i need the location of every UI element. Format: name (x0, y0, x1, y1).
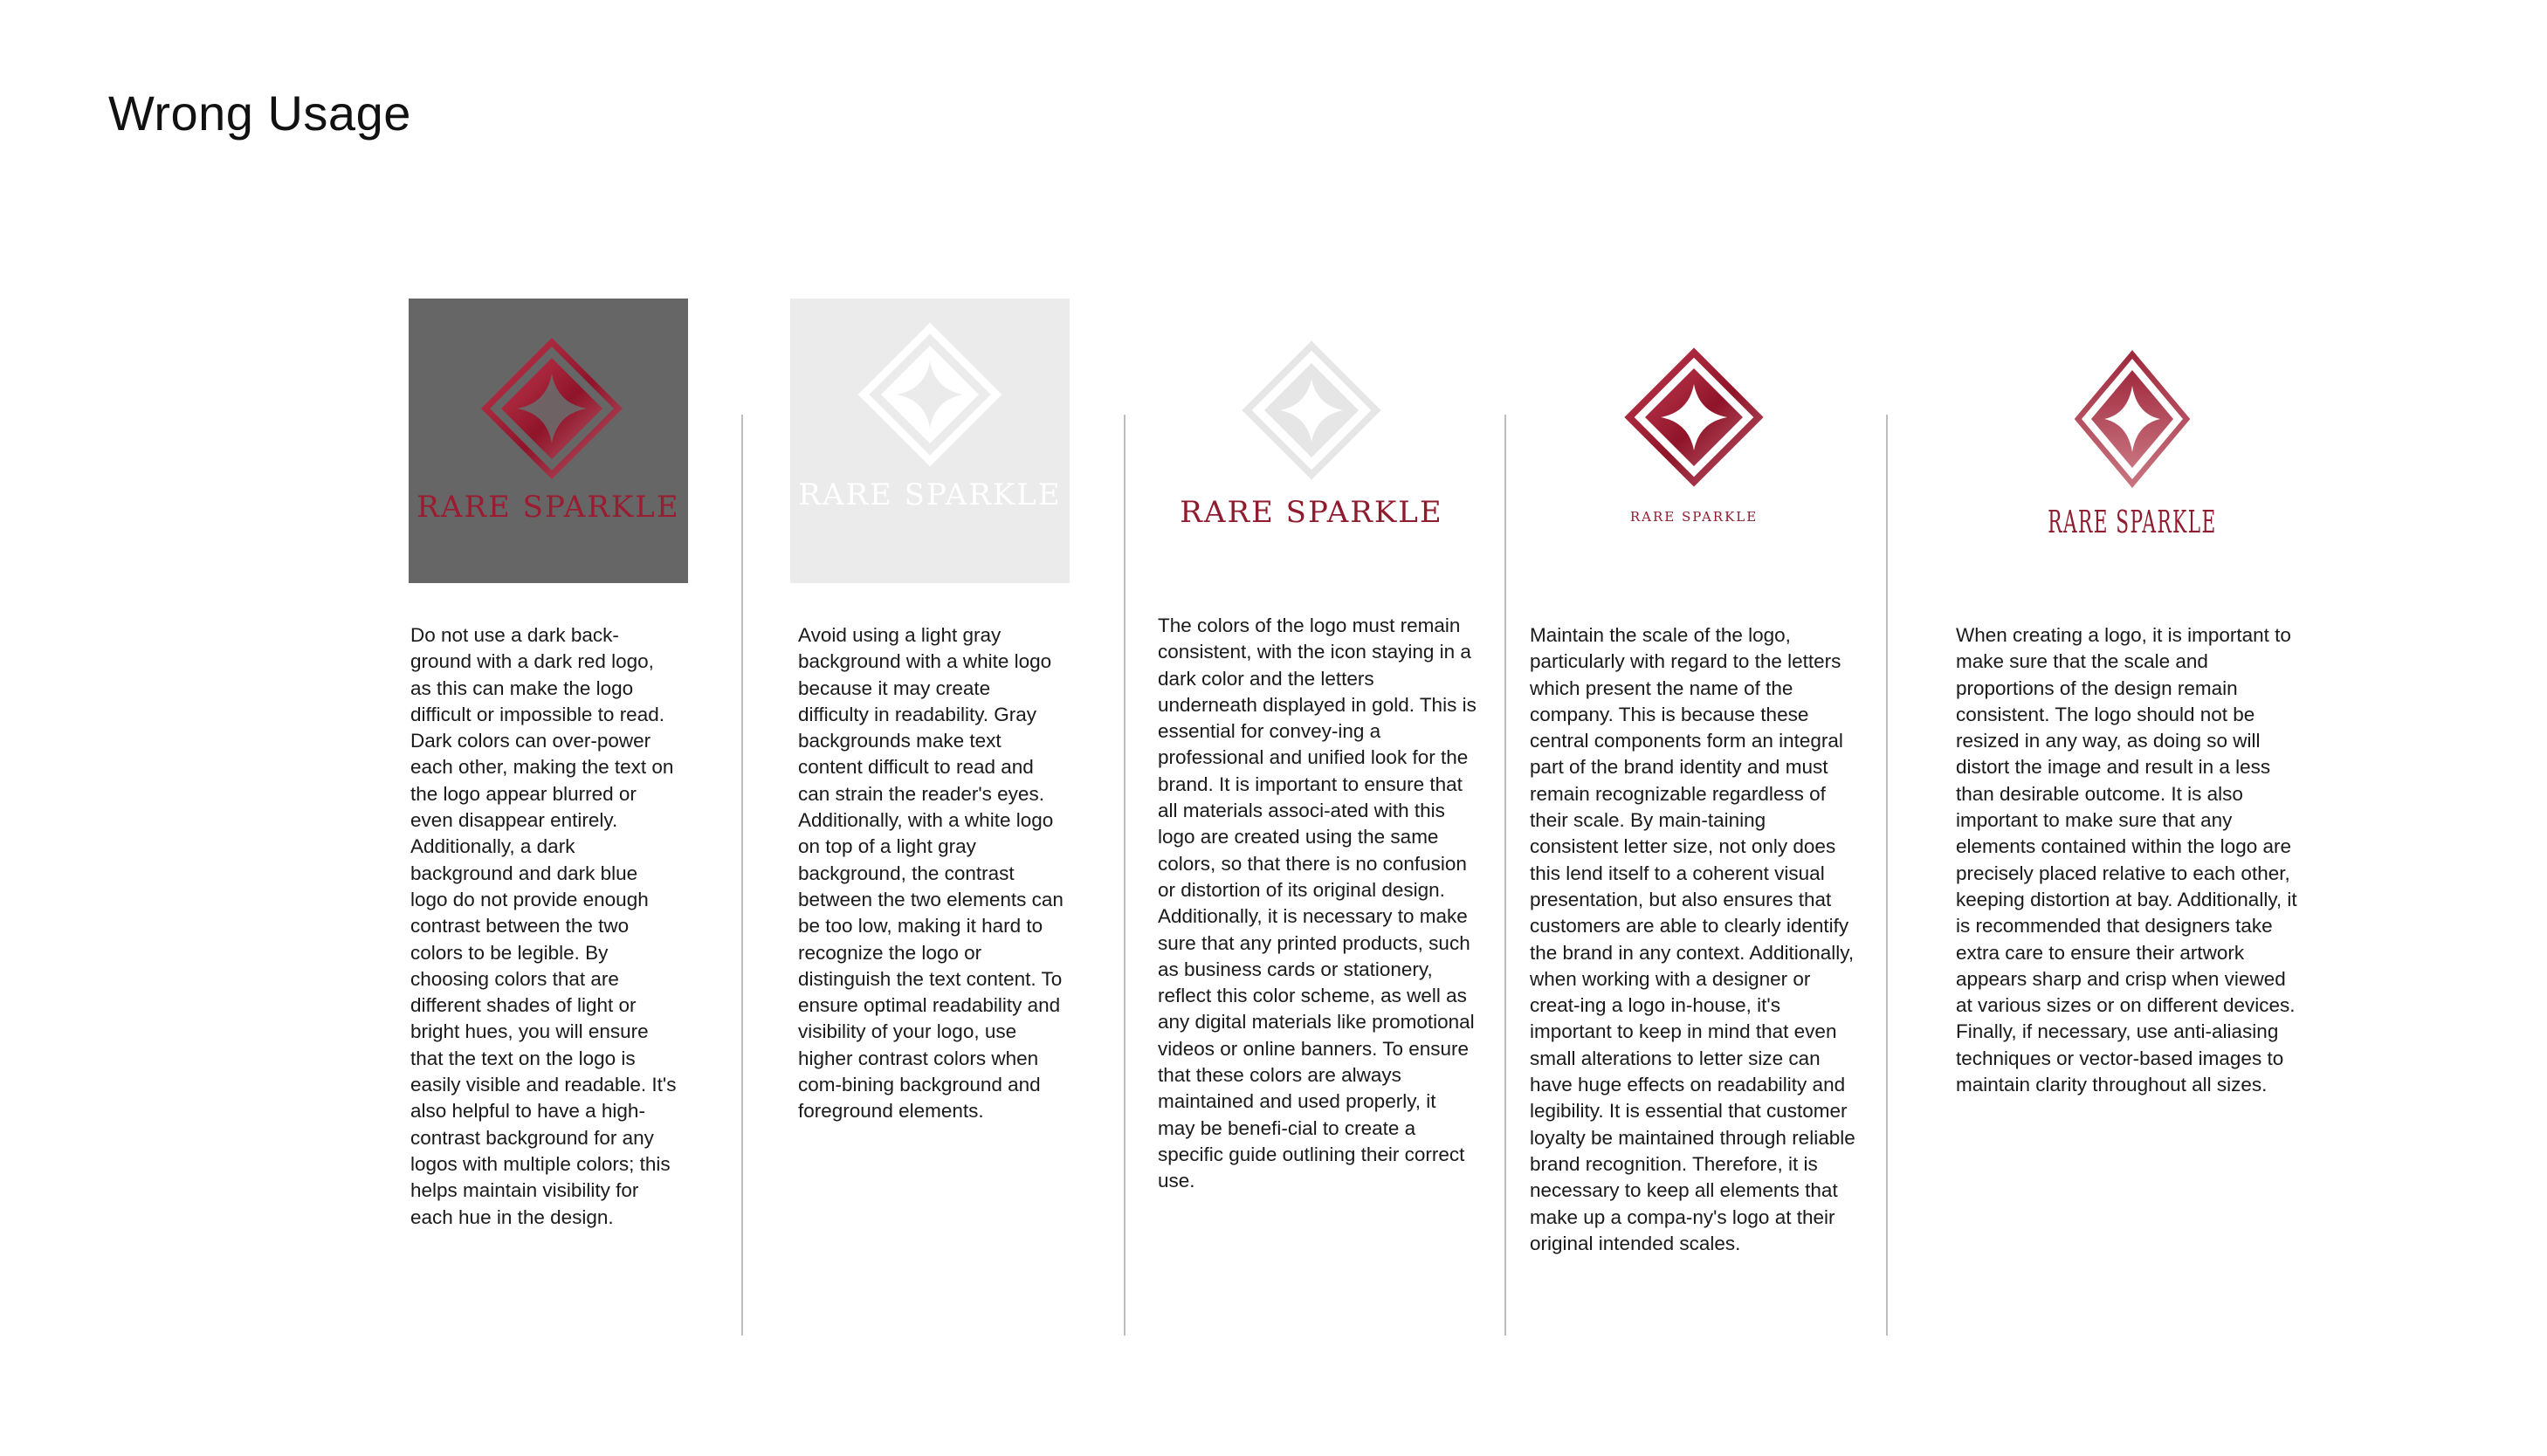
logo-example-dark-background (409, 299, 688, 583)
column-divider (1504, 415, 1506, 1336)
logo-graphic (1991, 299, 2288, 583)
logo-wordmark: RARE SPARKLE (1629, 509, 1759, 525)
description-text: Maintain the scale of the logo, particularly with regard to the letters which present the name of the company. This is because these central components form an integral part of the brand identity and must remain recognizable regardless of their scale. By main-taining consistent letter size, not only does this lend itself to a coherent visual presentation, but also ensures that customers are able to clearly identify the brand in any context. Additionally, when working with a designer or creat-ing a logo in-house, it's important to keep in mind that even small alterations to letter size can have huge effects on readability and legibility. It is essential that customer loyalty be maintained through reliable brand recognition. Therefore, it is necessary to keep all elements that make up a compa-ny's logo at their original intended scales. (1530, 624, 1855, 1254)
logo-wordmark: RARE SPARKLE (1180, 495, 1443, 530)
description-text: Do not use a dark back-ground with a dark red logo, as this can make the logo difficult or impossible to read. Dark colors can over-power each other, making the text on the logo appear blurred or even disappear entirely. Additionally, a dark background and dark blue logo do not provide enough contrast between the two colors to be legible. By choosing colors that are different shades of light or bright hues, you will ensure that the text on the logo is easily visible and readable. It's also helpful to have a high-contrast background for any logos with multiple colors; this helps maintain visibility for each hue in the design. (410, 624, 677, 1228)
logo-example-letter-scale (1554, 299, 1834, 583)
diamond-star-icon (1629, 353, 1759, 482)
diamond-star-icon (1247, 346, 1376, 475)
description-text: When creating a logo, it is important to make sure that the scale and proportions of the design remain consistent. The logo should not be resized in any way, as doing so will distort the image and result in a less than desirable outcome. It is also important to make sure that any elements contained within the logo are precisely placed relative to each other, keeping distortion at bay. Additionally, it is recommended that designers take extra care to ensure their artwork appears sharp and crisp when viewed at various sizes or on different devices. Finally, if necessary, use anti-aliasing techniques or vector-based images to maintain clarity throughout all sizes. (1956, 624, 2297, 1096)
description-text: The colors of the logo must remain consistent, with the icon staying in a dark color and the letters underneath displayed in gold. This is essential for convey-ing a professional and unified look for the brand. It is important to ensure that all materials associ-ated with this logo are created using the same colors, so that there is no confusion or distortion of its original design. Additionally, it is necessary to make sure that any printed products, such as business cards or stationery, reflect this color scheme, as well as any digital materials like promotional videos or online banners. To ensure that these colors are always maintained and used properly, it may be benefi-cial to create a specific guide outlining their correct use. (1158, 615, 1477, 1192)
logo-graphic (790, 299, 1070, 583)
column-divider (1124, 415, 1125, 1336)
logo-graphic (409, 299, 688, 583)
logo-graphic (1172, 299, 1451, 583)
logo-example-proportions (1991, 299, 2288, 583)
diamond-star-icon (2078, 354, 2186, 484)
column-divider (1886, 415, 1888, 1336)
logo-example-inconsistent-colors (1172, 299, 1451, 583)
page-title: Wrong Usage (108, 86, 411, 141)
logo-example-light-gray-background (790, 299, 1070, 583)
description-text: Avoid using a light gray background with a white logo because it may create difficulty in readability. Gray backgrounds make text content difficult to read and can strain the reader's eyes. Additionally, with a white logo on top of a light gray background, the contrast between the two elements can be too low, making it hard to recognize the logo or distinguish the text content. To ensure optimal readability and visibility of your logo, use higher contrast colors when com-bining background and foreground elements. (798, 624, 1064, 1123)
logo-wordmark: RARE SPARKLE (798, 477, 1062, 512)
logo-wordmark: RARE SPARKLE (2048, 504, 2217, 540)
logo-graphic (1554, 299, 1834, 583)
logo-wordmark: RARE SPARKLE (416, 490, 680, 525)
column-divider (741, 415, 743, 1336)
